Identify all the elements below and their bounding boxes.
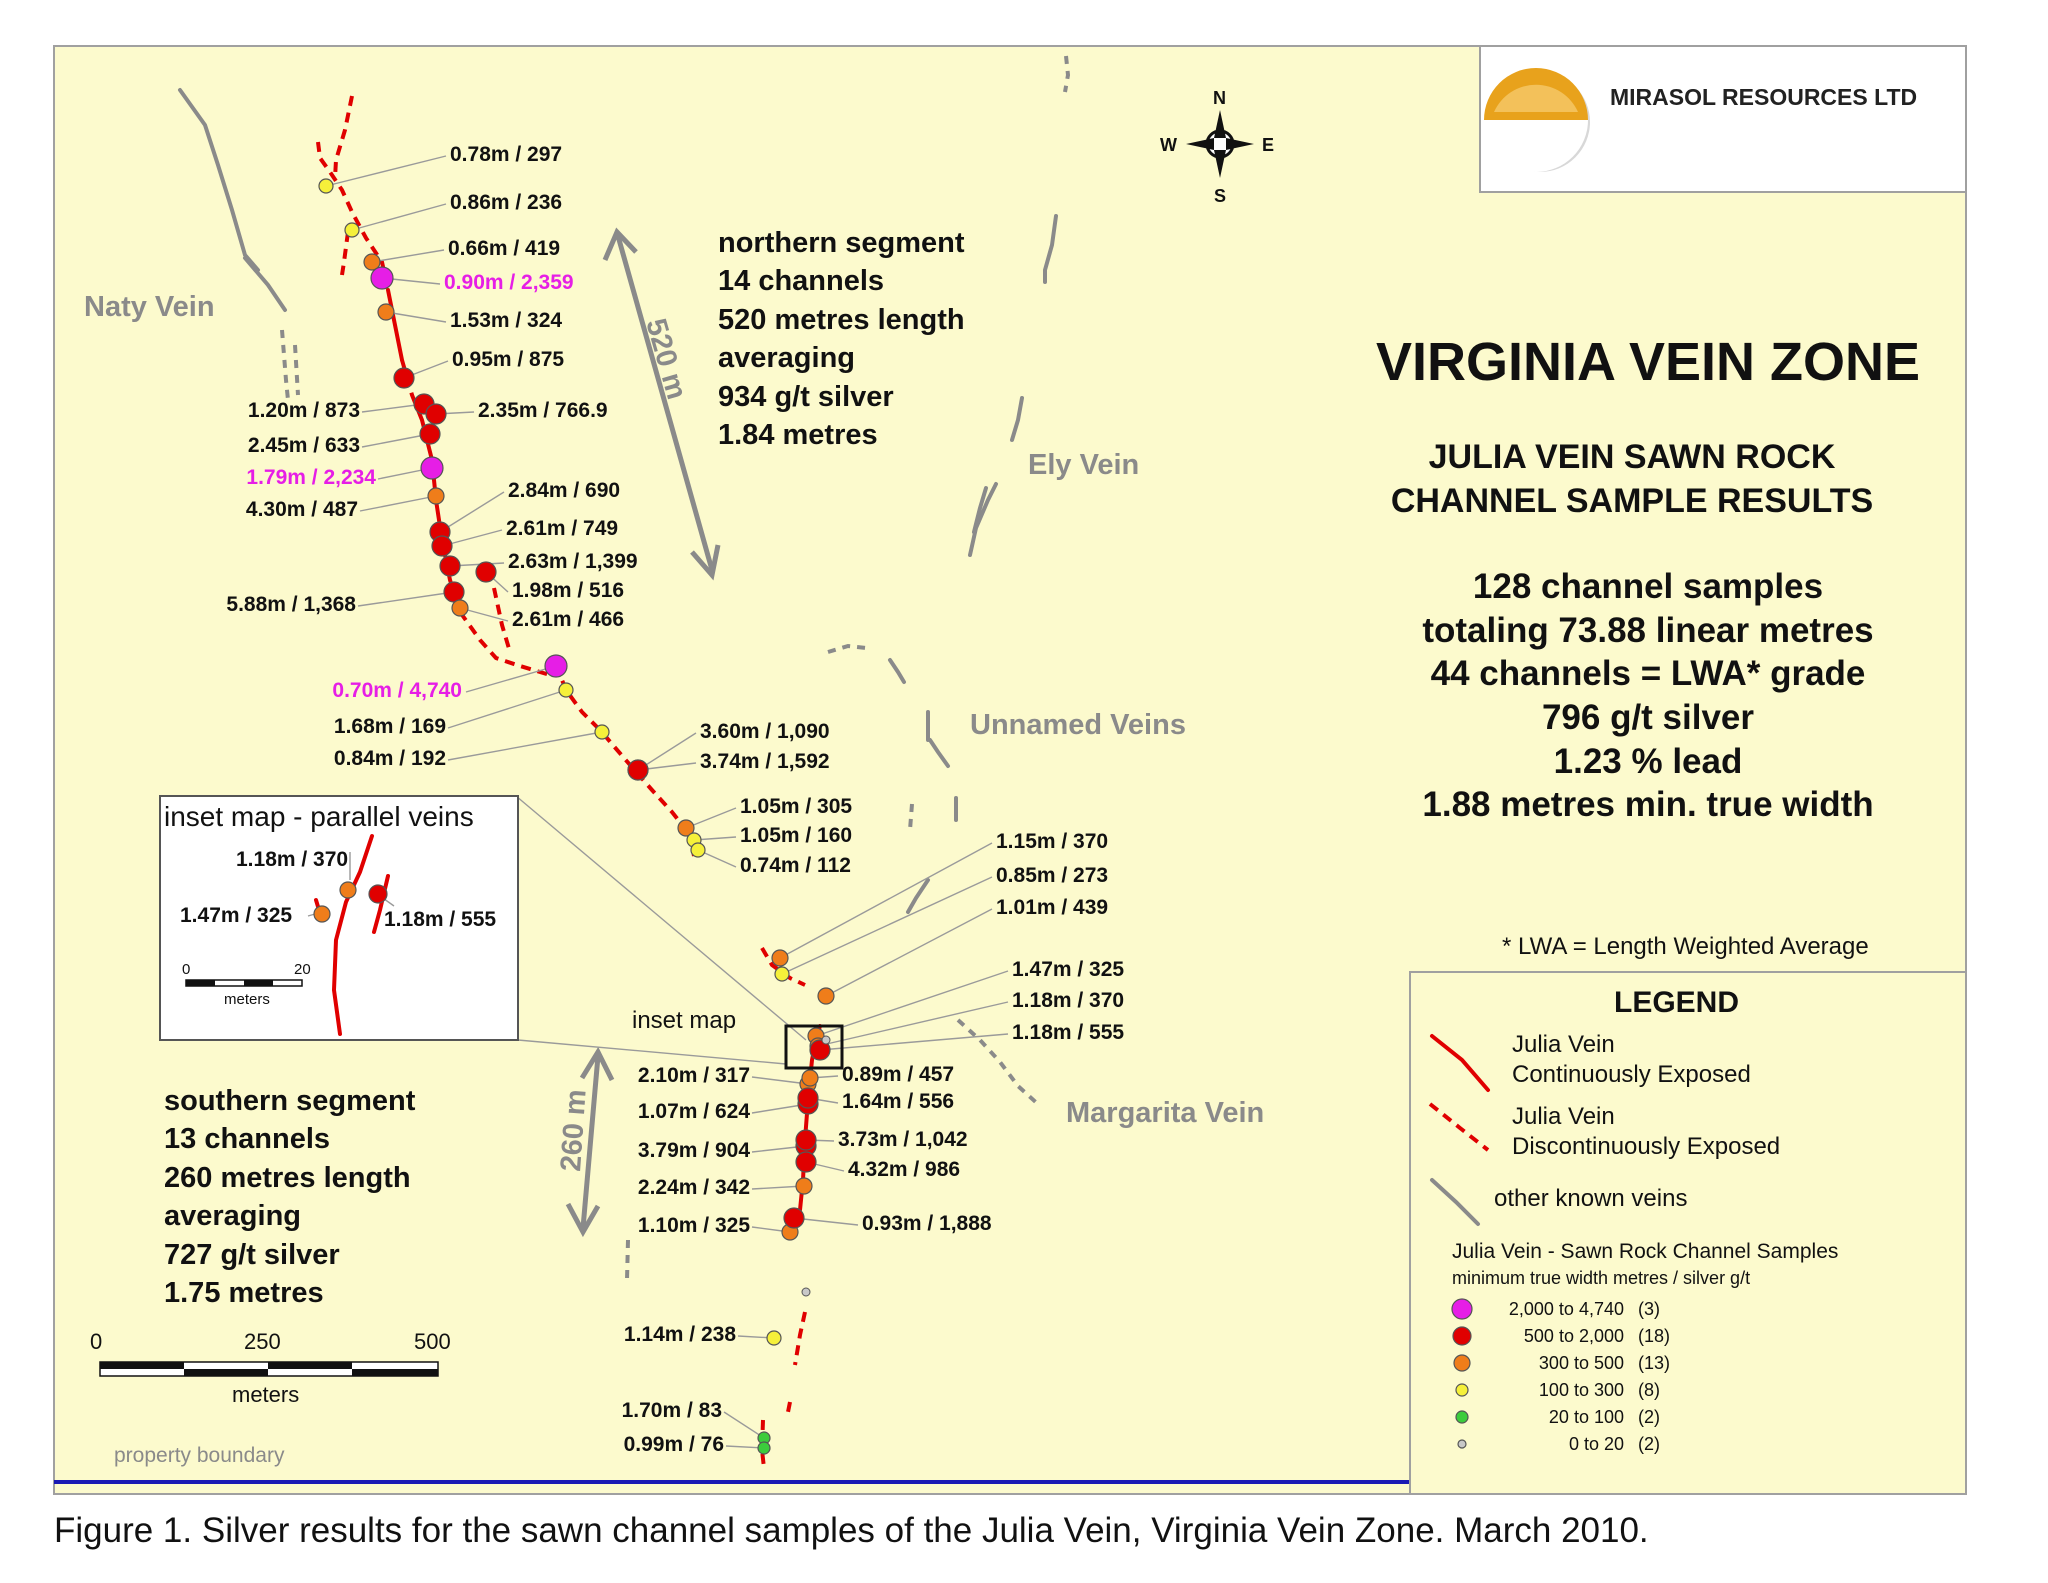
stats-line-3: 44 channels = LWA* grade bbox=[1430, 654, 1866, 693]
sample-point-dot bbox=[796, 1130, 816, 1150]
sample-label: 2.61m / 466 bbox=[512, 608, 625, 631]
sample-label: 1.14m / 238 bbox=[623, 1323, 736, 1346]
compass-w: W bbox=[1160, 135, 1177, 155]
sample-point-dot bbox=[758, 1442, 770, 1454]
sample-label: 2.45m / 633 bbox=[247, 434, 360, 457]
sample-point-dot bbox=[798, 1088, 818, 1108]
sample-point-dot bbox=[772, 950, 788, 966]
inset-scale-unit: meters bbox=[224, 991, 270, 1008]
compass-s: S bbox=[1214, 186, 1227, 206]
inset-scale-max: 20 bbox=[294, 961, 311, 978]
northern-segment-line: 520 metres length bbox=[718, 304, 965, 336]
sample-label: 0.86m / 236 bbox=[450, 191, 563, 214]
margarita-vein-label: Margarita Vein bbox=[1066, 1097, 1265, 1129]
legend-class-dot bbox=[1458, 1440, 1466, 1448]
sample-label: 3.74m / 1,592 bbox=[700, 750, 830, 773]
sample-point-dot bbox=[394, 368, 414, 388]
legend-class-count: (2) bbox=[1638, 1434, 1660, 1454]
ely-vein-label: Ely Vein bbox=[1028, 449, 1140, 481]
sample-label: 4.30m / 487 bbox=[245, 498, 358, 521]
sample-label: 1.01m / 439 bbox=[996, 896, 1109, 919]
inset-sample-dot bbox=[369, 885, 387, 903]
sample-label: 0.66m / 419 bbox=[448, 237, 561, 260]
sample-point-dot bbox=[595, 725, 609, 739]
sample-label: 2.10m / 317 bbox=[637, 1064, 750, 1087]
inset-sample-dot bbox=[340, 882, 356, 898]
sample-label: 1.98m / 516 bbox=[512, 579, 625, 602]
sample-label: 1.15m / 370 bbox=[996, 830, 1109, 853]
sample-label: 0.89m / 457 bbox=[842, 1063, 955, 1086]
inset-sample-dot bbox=[314, 906, 330, 922]
sample-label: 3.73m / 1,042 bbox=[838, 1128, 968, 1151]
sample-label: 1.53m / 324 bbox=[450, 309, 563, 332]
map-title: VIRGINIA VEIN ZONE bbox=[1375, 332, 1921, 392]
sample-point-dot bbox=[345, 223, 359, 237]
sample-label: 2.24m / 342 bbox=[637, 1176, 750, 1199]
legend-samples-subtitle: minimum true width metres / silver g/t bbox=[1452, 1268, 1751, 1288]
legend-item-line: Julia Vein bbox=[1512, 1103, 1615, 1130]
compass-n: N bbox=[1213, 88, 1226, 108]
legend-item-line: Discontinuously Exposed bbox=[1512, 1133, 1781, 1160]
northern-segment-line: northern segment bbox=[718, 227, 965, 259]
sample-point-dot bbox=[378, 304, 394, 320]
legend-class-range: 0 to 20 bbox=[1568, 1434, 1624, 1454]
sample-point-dot bbox=[319, 179, 333, 193]
sample-point-dot bbox=[420, 424, 440, 444]
sample-label: 1.18m / 370 bbox=[1012, 989, 1125, 1012]
sample-point-dot bbox=[559, 683, 573, 697]
sample-point-dot bbox=[476, 562, 496, 582]
figure-caption: Figure 1. Silver results for the sawn channel samples of the Julia Vein, Virginia Vein Zone. March 2010. bbox=[54, 1511, 1649, 1550]
legend-class-range: 500 to 2,000 bbox=[1523, 1326, 1624, 1346]
sample-point-dot bbox=[432, 536, 452, 556]
legend-class-count: (18) bbox=[1638, 1326, 1671, 1346]
inset-callout-label: inset map bbox=[632, 1007, 737, 1034]
scale-tick-500: 500 bbox=[414, 1329, 451, 1354]
sample-label: 0.70m / 4,740 bbox=[332, 679, 462, 702]
sample-point-dot bbox=[767, 1331, 781, 1345]
logo-text: MIRASOL RESOURCES LTD bbox=[1610, 84, 1918, 110]
sample-label: 1.10m / 325 bbox=[637, 1214, 750, 1237]
sample-label: 2.35m / 766.9 bbox=[478, 399, 608, 422]
southern-segment-line: averaging bbox=[164, 1200, 301, 1232]
sample-label: 1.70m / 83 bbox=[621, 1399, 722, 1422]
sample-label: 2.84m / 690 bbox=[508, 479, 621, 502]
sample-point-dot bbox=[428, 488, 444, 504]
sample-point-dot bbox=[796, 1178, 812, 1194]
company-logo bbox=[1480, 46, 1966, 192]
southern-segment-line: 260 metres length bbox=[164, 1162, 411, 1194]
sample-point-dot bbox=[796, 1152, 816, 1172]
subtitle-line-2: CHANNEL SAMPLE RESULTS bbox=[1390, 482, 1874, 520]
sample-label: 0.74m / 112 bbox=[740, 854, 851, 877]
sample-label: 5.88m / 1,368 bbox=[226, 593, 356, 616]
south-length-label: 260 m bbox=[555, 1088, 593, 1173]
inset-scale-min: 0 bbox=[182, 961, 191, 978]
sample-label: 2.61m / 749 bbox=[506, 517, 619, 540]
trace-sample-dot bbox=[802, 1288, 810, 1296]
sample-label: 0.84m / 192 bbox=[333, 747, 446, 770]
sample-point-dot bbox=[452, 600, 468, 616]
legend bbox=[1410, 972, 1966, 1494]
sample-label: 1.05m / 305 bbox=[740, 795, 853, 818]
sample-label: 1.05m / 160 bbox=[740, 824, 853, 847]
scale-tick-250: 250 bbox=[244, 1329, 281, 1354]
southern-segment-line: southern segment bbox=[164, 1085, 416, 1117]
southern-segment-line: 1.75 metres bbox=[164, 1277, 324, 1309]
inset-title: inset map - parallel veins bbox=[164, 801, 474, 832]
northern-segment-line: averaging bbox=[718, 342, 855, 374]
legend-class-count: (3) bbox=[1638, 1299, 1660, 1319]
southern-segment-line: 727 g/t silver bbox=[164, 1239, 340, 1271]
lwa-note: * LWA = Length Weighted Average bbox=[1502, 933, 1869, 960]
stats-line-2: totaling 73.88 linear metres bbox=[1422, 611, 1874, 650]
legend-class-range: 300 to 500 bbox=[1538, 1353, 1624, 1373]
scale-unit: meters bbox=[232, 1382, 300, 1407]
property-boundary-label: property boundary bbox=[114, 1444, 285, 1467]
sample-label: 0.99m / 76 bbox=[623, 1433, 724, 1456]
scale-tick-0: 0 bbox=[90, 1329, 103, 1354]
northern-segment-line: 1.84 metres bbox=[718, 419, 878, 451]
sample-label: 4.32m / 986 bbox=[848, 1158, 961, 1181]
subtitle-line-1: JULIA VEIN SAWN ROCK bbox=[1428, 438, 1836, 476]
legend-class-dot bbox=[1454, 1355, 1470, 1371]
sample-label: 2.63m / 1,399 bbox=[508, 550, 638, 573]
legend-title: LEGEND bbox=[1614, 986, 1740, 1019]
stats-line-1: 128 channel samples bbox=[1472, 567, 1824, 606]
sample-point-dot bbox=[426, 404, 446, 424]
stats-line-5: 1.23 % lead bbox=[1553, 742, 1743, 781]
southern-segment-line: 13 channels bbox=[164, 1123, 331, 1155]
stats-line-6: 1.88 metres min. true width bbox=[1422, 785, 1874, 824]
northern-segment-line: 14 channels bbox=[718, 265, 885, 297]
sample-point-dot bbox=[775, 967, 789, 981]
northern-segment-line: 934 g/t silver bbox=[718, 381, 894, 413]
sample-label: 0.78m / 297 bbox=[450, 143, 563, 166]
unnamed-veins-label: Unnamed Veins bbox=[970, 709, 1186, 741]
sample-point-dot bbox=[691, 843, 705, 857]
inset-label: 1.47m / 325 bbox=[180, 904, 293, 927]
sample-point-dot bbox=[802, 1070, 818, 1086]
sample-label: 0.93m / 1,888 bbox=[862, 1212, 992, 1235]
sample-label: 1.18m / 555 bbox=[1012, 1021, 1125, 1044]
sample-label: 1.07m / 624 bbox=[637, 1100, 750, 1123]
legend-class-dot bbox=[1456, 1411, 1468, 1423]
legend-class-count: (13) bbox=[1638, 1353, 1671, 1373]
sample-label: 0.95m / 875 bbox=[452, 348, 565, 371]
legend-class-count: (8) bbox=[1638, 1380, 1660, 1400]
legend-item-line: other known veins bbox=[1494, 1185, 1688, 1212]
legend-class-dot bbox=[1453, 1327, 1471, 1345]
sample-point-dot bbox=[371, 267, 393, 289]
legend-samples-title: Julia Vein - Sawn Rock Channel Samples bbox=[1452, 1240, 1839, 1263]
legend-class-range: 100 to 300 bbox=[1538, 1380, 1624, 1400]
inset-label: 1.18m / 555 bbox=[384, 908, 497, 931]
sample-label: 1.47m / 325 bbox=[1012, 958, 1125, 981]
sample-label: 1.68m / 169 bbox=[333, 715, 446, 738]
sample-point-dot bbox=[545, 655, 567, 677]
sample-label: 3.79m / 904 bbox=[637, 1139, 750, 1162]
legend-class-count: (2) bbox=[1638, 1407, 1660, 1427]
legend-class-dot bbox=[1456, 1384, 1468, 1396]
legend-class-dot bbox=[1452, 1299, 1472, 1319]
sample-point-dot bbox=[628, 760, 648, 780]
sample-label: 0.90m / 2,359 bbox=[444, 271, 574, 294]
sample-point-dot bbox=[818, 988, 834, 1004]
sample-label: 1.20m / 873 bbox=[247, 399, 360, 422]
sample-label: 1.79m / 2,234 bbox=[246, 466, 376, 489]
sample-point-dot bbox=[784, 1208, 804, 1228]
sample-label: 1.64m / 556 bbox=[842, 1090, 955, 1113]
sample-point-dot bbox=[440, 556, 460, 576]
legend-item-line: Continuously Exposed bbox=[1512, 1061, 1751, 1088]
sample-point-dot bbox=[444, 582, 464, 602]
sample-label: 0.85m / 273 bbox=[996, 864, 1109, 887]
legend-item-line: Julia Vein bbox=[1512, 1031, 1615, 1058]
legend-class-range: 20 to 100 bbox=[1548, 1407, 1624, 1427]
inset-label: 1.18m / 370 bbox=[236, 848, 349, 871]
compass-e: E bbox=[1262, 135, 1275, 155]
north-length-label: 520 m bbox=[639, 315, 693, 403]
stats-line-4: 796 g/t silver bbox=[1541, 698, 1755, 737]
sample-point-dot bbox=[421, 457, 443, 479]
trace-sample-dot bbox=[822, 1036, 830, 1044]
sample-label: 3.60m / 1,090 bbox=[700, 720, 830, 743]
legend-class-range: 2,000 to 4,740 bbox=[1508, 1299, 1624, 1319]
naty-vein-label: Naty Vein bbox=[84, 291, 215, 323]
